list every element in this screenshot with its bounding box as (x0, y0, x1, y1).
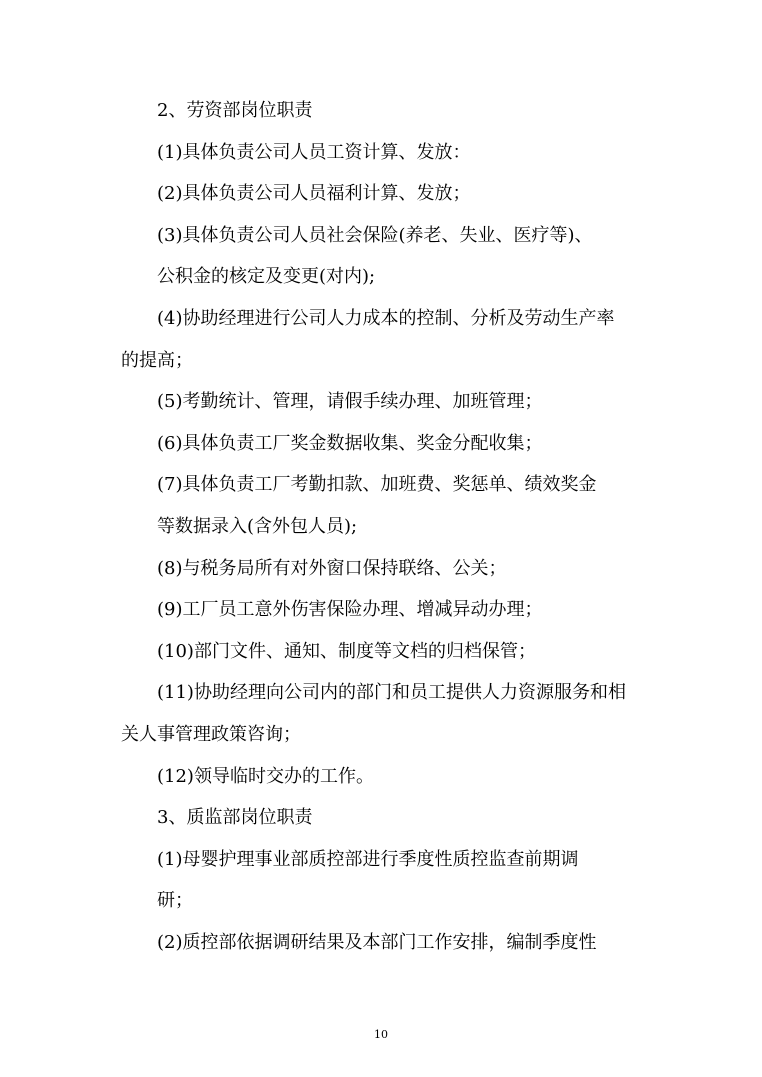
text-line: (5)考勤统计、管理，请假手续办理、加班管理； (157, 391, 543, 413)
document-body (121, 96, 661, 969)
text-line: (6)具体负责工厂奖金数据收集、奖金分配收集； (157, 432, 543, 454)
text-line: (2)质控部依据调研结果及本部门工作安排，编制季度性 (157, 931, 597, 953)
text-line: (1)母婴护理事业部质控部进行季度性质控监查前期调 (157, 848, 579, 870)
text-line: (3)具体负责公司人员社会保险(养老、失业、医疗等)、 (157, 224, 593, 246)
text-line: (12)领导临时交办的工作。 (157, 765, 374, 787)
text-line: 的提高； (121, 349, 193, 371)
text-line: 关人事管理政策咨询； (121, 723, 301, 745)
text-line: (1)具体负责公司人员工资计算、发放： (157, 141, 471, 163)
page-number: 10 (374, 1028, 388, 1041)
text-line: 研； (157, 890, 193, 912)
text-line: (4)协助经理进行公司人力成本的控制、分析及劳动生产率 (157, 307, 615, 329)
text-line: 等数据录入(含外包人员); (157, 515, 358, 537)
text-line: 公积金的核定及变更(对内); (157, 266, 376, 288)
text-line: 3、质监部岗位职责 (157, 807, 313, 829)
text-line: 2、劳资部岗位职责 (157, 100, 313, 121)
text-line: (7)具体负责工厂考勤扣款、加班费、奖惩单、绩效奖金 (157, 474, 597, 496)
text-line: (8)与税务局所有对外窗口保持联络、公关； (157, 557, 507, 579)
text-line: (10)部门文件、通知、制度等文档的归档保管； (157, 640, 536, 662)
text-line: (11)协助经理向公司内的部门和员工提供人力资源服务和相 (157, 682, 626, 704)
text-line: (2)具体负责公司人员福利计算、发放； (157, 183, 471, 205)
text-line: (9)工厂员工意外伤害保险办理、增减异动办理； (157, 599, 543, 621)
